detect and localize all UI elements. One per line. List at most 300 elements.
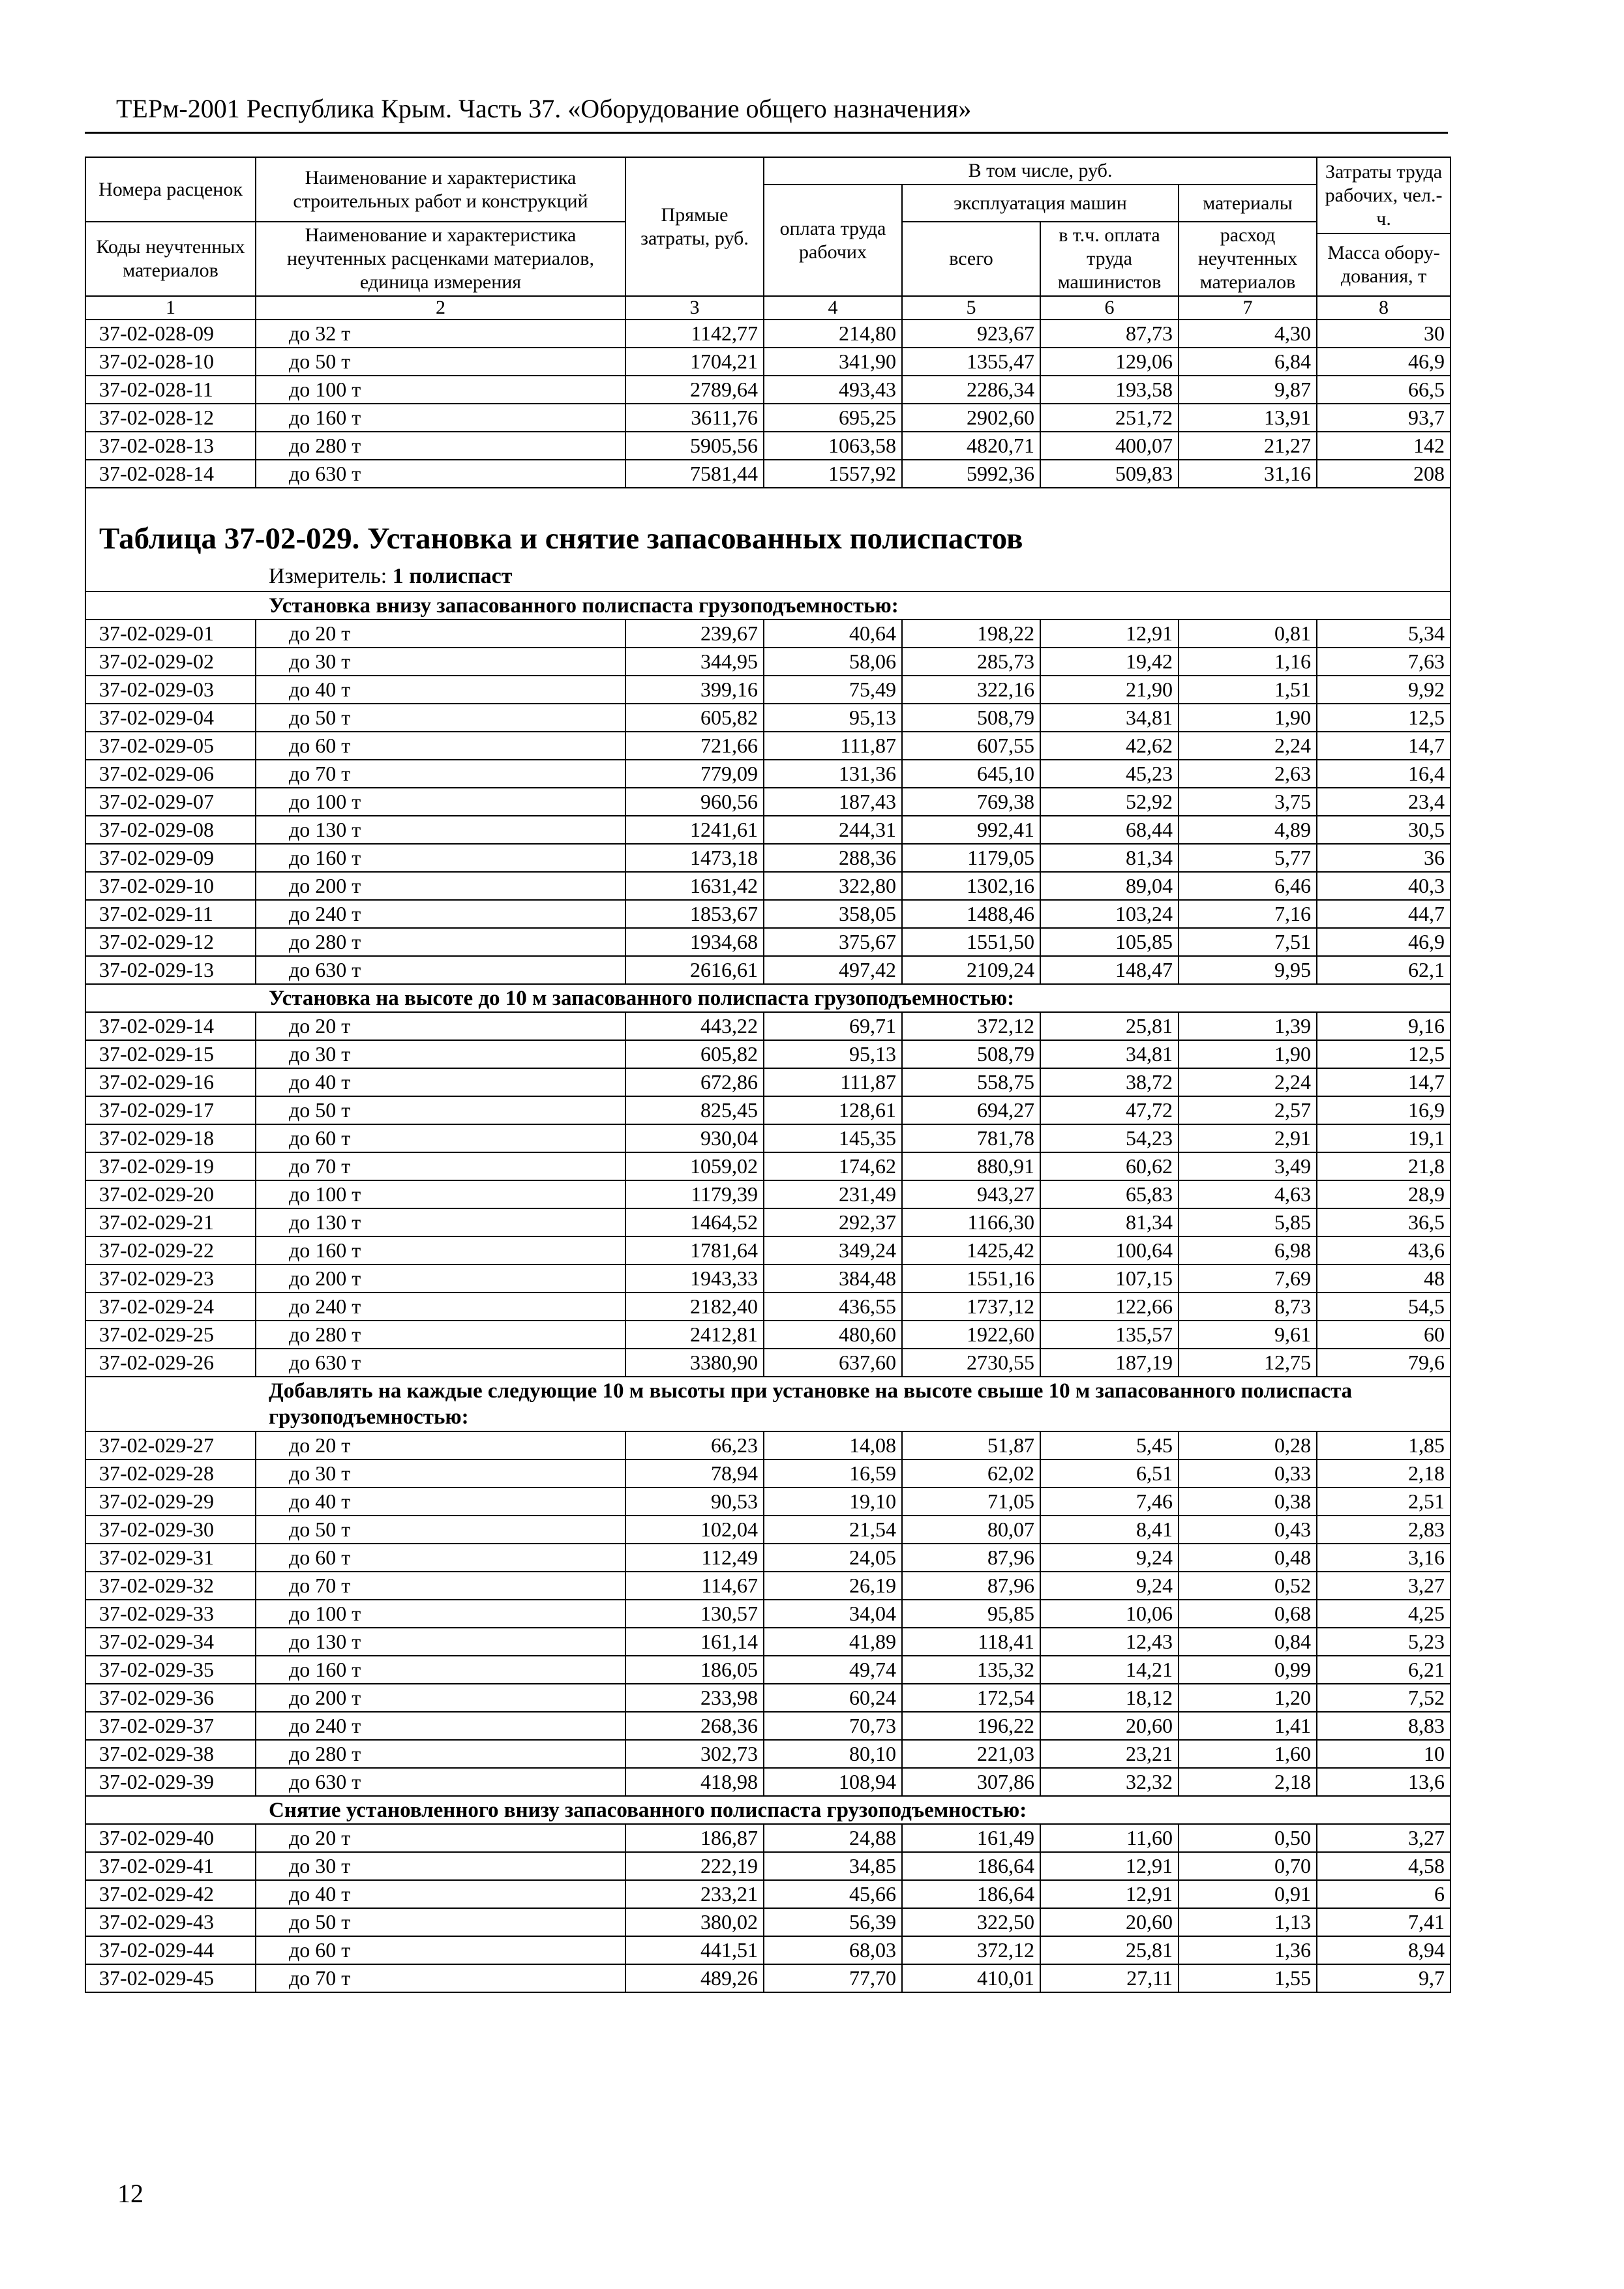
value-cell: 288,36 (764, 844, 902, 872)
table-row (85, 1040, 1451, 1068)
value-cell: 111,87 (764, 1068, 902, 1096)
value-cell: 128,61 (764, 1096, 902, 1124)
value-cell: 135,57 (1040, 1321, 1179, 1349)
value-cell: 3,27 (1317, 1572, 1451, 1600)
value-cell: 6,21 (1317, 1656, 1451, 1684)
value-cell: 0,48 (1179, 1544, 1317, 1572)
rate-name-cell: до 30 т (256, 1459, 625, 1488)
value-cell: 558,75 (902, 1068, 1040, 1096)
value-cell: 9,92 (1317, 676, 1451, 704)
rate-code-cell: 37-02-029-12 (85, 928, 256, 956)
rate-name-cell: до 60 т (256, 1544, 625, 1572)
value-cell: 605,82 (625, 704, 764, 732)
rate-name-cell: до 100 т (256, 376, 625, 404)
value-cell: 2,24 (1179, 732, 1317, 760)
value-cell: 174,62 (764, 1152, 902, 1180)
value-cell: 7,41 (1317, 1908, 1451, 1936)
value-cell: 695,25 (764, 404, 902, 432)
value-cell: 322,16 (902, 676, 1040, 704)
value-cell: 3,49 (1179, 1152, 1317, 1180)
rate-code-cell: 37-02-028-13 (85, 432, 256, 460)
table-row (85, 432, 1451, 460)
value-cell: 214,80 (764, 320, 902, 348)
value-cell: 24,88 (764, 1824, 902, 1852)
value-cell: 11,60 (1040, 1824, 1179, 1852)
table-row (85, 348, 1451, 376)
rate-name-cell: до 240 т (256, 1293, 625, 1321)
value-cell: 44,7 (1317, 900, 1451, 928)
value-cell: 400,07 (1040, 432, 1179, 460)
meter-row (85, 562, 1451, 591)
value-cell: 268,36 (625, 1712, 764, 1740)
value-cell: 25,81 (1040, 1936, 1179, 1964)
table-row (85, 1068, 1451, 1096)
spacer-cell (85, 488, 1451, 515)
value-cell: 0,52 (1179, 1572, 1317, 1600)
rate-code-cell: 37-02-029-11 (85, 900, 256, 928)
value-cell: 443,22 (625, 1012, 764, 1040)
value-cell: 14,7 (1317, 1068, 1451, 1096)
value-cell: 960,56 (625, 788, 764, 816)
rate-name-cell: до 70 т (256, 760, 625, 788)
value-cell: 1302,16 (902, 872, 1040, 900)
table-row (85, 1628, 1451, 1656)
value-cell: 49,74 (764, 1656, 902, 1684)
rate-code-cell: 37-02-029-38 (85, 1740, 256, 1768)
value-cell: 251,72 (1040, 404, 1179, 432)
value-cell: 8,94 (1317, 1936, 1451, 1964)
rate-name-cell: до 280 т (256, 928, 625, 956)
value-cell: 341,90 (764, 348, 902, 376)
value-cell: 880,91 (902, 1152, 1040, 1180)
value-cell: 5,85 (1179, 1208, 1317, 1236)
value-cell: 131,36 (764, 760, 902, 788)
value-cell: 5,45 (1040, 1431, 1179, 1459)
value-cell: 198,22 (902, 620, 1040, 648)
value-cell: 9,7 (1317, 1964, 1451, 1992)
value-cell: 302,73 (625, 1740, 764, 1768)
value-cell: 233,21 (625, 1880, 764, 1908)
value-cell: 0,91 (1179, 1880, 1317, 1908)
value-cell: 2,51 (1317, 1488, 1451, 1516)
value-cell: 1473,18 (625, 844, 764, 872)
value-cell: 380,02 (625, 1908, 764, 1936)
value-cell: 721,66 (625, 732, 764, 760)
value-cell: 2412,81 (625, 1321, 764, 1349)
rate-code-cell: 37-02-028-11 (85, 376, 256, 404)
section-header-row (85, 1796, 1451, 1824)
value-cell: 508,79 (902, 704, 1040, 732)
value-cell: 645,10 (902, 760, 1040, 788)
value-cell: 10,06 (1040, 1600, 1179, 1628)
rate-code-cell: 37-02-029-05 (85, 732, 256, 760)
table-title-row (85, 515, 1451, 562)
value-cell: 3,16 (1317, 1544, 1451, 1572)
rate-code-cell: 37-02-029-14 (85, 1012, 256, 1040)
rate-code-cell: 37-02-029-19 (85, 1152, 256, 1180)
value-cell: 930,04 (625, 1124, 764, 1152)
table-title: Таблица 37-02-029. Установка и снятие запасованных полиспастов (85, 515, 1451, 562)
value-cell: 0,81 (1179, 620, 1317, 648)
value-cell: 231,49 (764, 1180, 902, 1208)
value-cell: 5905,56 (625, 432, 764, 460)
rate-code-cell: 37-02-028-12 (85, 404, 256, 432)
rate-code-cell: 37-02-029-16 (85, 1068, 256, 1096)
value-cell: 8,73 (1179, 1293, 1317, 1321)
value-cell: 239,67 (625, 620, 764, 648)
value-cell: 145,35 (764, 1124, 902, 1152)
value-cell: 0,43 (1179, 1516, 1317, 1544)
value-cell: 70,73 (764, 1712, 902, 1740)
table-row (85, 816, 1451, 844)
value-cell: 186,64 (902, 1880, 1040, 1908)
value-cell: 114,67 (625, 1572, 764, 1600)
value-cell: 172,54 (902, 1684, 1040, 1712)
rate-name-cell: до 60 т (256, 732, 625, 760)
table-row (85, 1096, 1451, 1124)
value-cell: 19,1 (1317, 1124, 1451, 1152)
table-row (85, 376, 1451, 404)
value-cell: 186,05 (625, 1656, 764, 1684)
value-cell: 46,9 (1317, 928, 1451, 956)
value-cell: 9,61 (1179, 1321, 1317, 1349)
value-cell: 103,24 (1040, 900, 1179, 928)
value-cell: 12,75 (1179, 1349, 1317, 1377)
section-title: Установка внизу запасованного полиспаста грузоподъемностью: (85, 591, 1451, 620)
table-row (85, 1180, 1451, 1208)
rate-name-cell: до 40 т (256, 1880, 625, 1908)
section-title: Снятие установленного внизу запасованного полиспаста грузоподъемностью: (85, 1796, 1451, 1824)
value-cell: 285,73 (902, 648, 1040, 676)
value-cell: 5,23 (1317, 1628, 1451, 1656)
rate-name-cell: до 30 т (256, 1852, 625, 1880)
value-cell: 60,62 (1040, 1152, 1179, 1180)
value-cell: 436,55 (764, 1293, 902, 1321)
rate-code-cell: 37-02-029-07 (85, 788, 256, 816)
value-cell: 1737,12 (902, 1293, 1040, 1321)
rate-name-cell: до 50 т (256, 348, 625, 376)
col-number: 3 (625, 296, 764, 320)
value-cell: 0,28 (1179, 1431, 1317, 1459)
value-cell: 13,6 (1317, 1768, 1451, 1796)
value-cell: 222,19 (625, 1852, 764, 1880)
value-cell: 358,05 (764, 900, 902, 928)
running-header: ТЕРм-2001 Республика Крым. Часть 37. «Оборудование общего назначения» (116, 94, 972, 123)
col-number: 6 (1040, 296, 1179, 320)
value-cell: 322,50 (902, 1908, 1040, 1936)
rate-code-cell: 37-02-029-34 (85, 1628, 256, 1656)
meter-label: Измеритель: (269, 564, 387, 588)
rate-name-cell: до 630 т (256, 956, 625, 984)
rate-name-cell: до 160 т (256, 404, 625, 432)
value-cell: 25,81 (1040, 1012, 1179, 1040)
value-cell: 2,63 (1179, 760, 1317, 788)
value-cell: 4,63 (1179, 1180, 1317, 1208)
value-cell: 1943,33 (625, 1264, 764, 1293)
value-cell: 6,84 (1179, 348, 1317, 376)
rate-name-cell: до 280 т (256, 432, 625, 460)
value-cell: 508,79 (902, 1040, 1040, 1068)
value-cell: 2,18 (1179, 1768, 1317, 1796)
table-row (85, 1964, 1451, 1992)
value-cell: 480,60 (764, 1321, 902, 1349)
rate-code-cell: 37-02-029-31 (85, 1544, 256, 1572)
value-cell: 489,26 (625, 1964, 764, 1992)
value-cell: 1551,16 (902, 1264, 1040, 1293)
value-cell: 41,89 (764, 1628, 902, 1656)
value-cell: 71,05 (902, 1488, 1040, 1516)
table-row (85, 1544, 1451, 1572)
value-cell: 87,96 (902, 1572, 1040, 1600)
value-cell: 1,60 (1179, 1740, 1317, 1768)
value-cell: 1,36 (1179, 1936, 1317, 1964)
value-cell: 2789,64 (625, 376, 764, 404)
value-cell: 2,83 (1317, 1516, 1451, 1544)
value-cell: 2616,61 (625, 956, 764, 984)
value-cell: 2,24 (1179, 1068, 1317, 1096)
value-cell: 372,12 (902, 1012, 1040, 1040)
rate-name-cell: до 240 т (256, 900, 625, 928)
value-cell: 12,5 (1317, 704, 1451, 732)
table-row (85, 404, 1451, 432)
col2-header-bottom: Наименование и характеристика неучтенных расценками материалов, единица измерения (256, 222, 625, 296)
value-cell: 12,91 (1040, 1880, 1179, 1908)
value-cell: 10 (1317, 1740, 1451, 1768)
value-cell: 186,64 (902, 1852, 1040, 1880)
value-cell: 51,87 (902, 1431, 1040, 1459)
value-cell: 4,30 (1179, 320, 1317, 348)
rate-name-cell: до 130 т (256, 1628, 625, 1656)
table-row (85, 956, 1451, 984)
rate-name-cell: до 160 т (256, 1656, 625, 1684)
table-body (85, 157, 1451, 1992)
value-cell: 77,70 (764, 1964, 902, 1992)
value-cell: 43,6 (1317, 1236, 1451, 1264)
value-cell: 1,20 (1179, 1684, 1317, 1712)
value-cell: 9,87 (1179, 376, 1317, 404)
section-header-row (85, 984, 1451, 1012)
rate-code-cell: 37-02-029-26 (85, 1349, 256, 1377)
value-cell: 9,95 (1179, 956, 1317, 984)
rate-name-cell: до 20 т (256, 1431, 625, 1459)
table-row (85, 460, 1451, 488)
col8-header-top: Затраты труда рабочих, чел.-ч. (1317, 157, 1451, 233)
rate-name-cell: до 30 т (256, 648, 625, 676)
value-cell: 23,21 (1040, 1740, 1179, 1768)
rate-name-cell: до 20 т (256, 1824, 625, 1852)
rate-code-cell: 37-02-029-10 (85, 872, 256, 900)
value-cell: 66,23 (625, 1431, 764, 1459)
col5-header: всего (902, 222, 1040, 296)
value-cell: 26,19 (764, 1572, 902, 1600)
value-cell: 0,50 (1179, 1824, 1317, 1852)
value-cell: 130,57 (625, 1600, 764, 1628)
value-cell: 0,33 (1179, 1459, 1317, 1488)
rate-code-cell: 37-02-029-24 (85, 1293, 256, 1321)
rate-code-cell: 37-02-029-33 (85, 1600, 256, 1628)
value-cell: 16,59 (764, 1459, 902, 1488)
rate-name-cell: до 130 т (256, 1208, 625, 1236)
col7-header: расход неучтенных материалов (1179, 222, 1317, 296)
value-cell: 825,45 (625, 1096, 764, 1124)
rate-name-cell: до 50 т (256, 1096, 625, 1124)
value-cell: 40,64 (764, 620, 902, 648)
value-cell: 95,13 (764, 1040, 902, 1068)
value-cell: 781,78 (902, 1124, 1040, 1152)
value-cell: 4,58 (1317, 1852, 1451, 1880)
value-cell: 12,5 (1317, 1040, 1451, 1068)
table-row (85, 1852, 1451, 1880)
rate-code-cell: 37-02-029-44 (85, 1936, 256, 1964)
value-cell: 80,10 (764, 1740, 902, 1768)
value-cell: 493,43 (764, 376, 902, 404)
value-cell: 187,19 (1040, 1349, 1179, 1377)
value-cell: 5,34 (1317, 620, 1451, 648)
value-cell: 66,5 (1317, 376, 1451, 404)
table-spacer (85, 488, 1451, 515)
value-cell: 1179,39 (625, 1180, 764, 1208)
value-cell: 12,91 (1040, 620, 1179, 648)
table-row (85, 872, 1451, 900)
table-row (85, 676, 1451, 704)
rate-code-cell: 37-02-029-13 (85, 956, 256, 984)
rate-name-cell: до 200 т (256, 872, 625, 900)
value-cell: 129,06 (1040, 348, 1179, 376)
table-row (85, 1264, 1451, 1293)
value-cell: 418,98 (625, 1768, 764, 1796)
value-cell: 943,27 (902, 1180, 1040, 1208)
value-cell: 3611,76 (625, 404, 764, 432)
value-cell: 30,5 (1317, 816, 1451, 844)
rate-name-cell: до 280 т (256, 1740, 625, 1768)
value-cell: 1,13 (1179, 1908, 1317, 1936)
header-rule (85, 132, 1448, 134)
col8-header-bottom: Масса обору-дования, т (1317, 233, 1451, 296)
col-number: 1 (85, 296, 256, 320)
value-cell: 4820,71 (902, 432, 1040, 460)
rate-code-cell: 37-02-029-28 (85, 1459, 256, 1488)
value-cell: 6,51 (1040, 1459, 1179, 1488)
value-cell: 112,49 (625, 1544, 764, 1572)
price-table (85, 157, 1451, 1993)
value-cell: 60,24 (764, 1684, 902, 1712)
value-cell: 9,16 (1317, 1012, 1451, 1040)
value-cell: 78,94 (625, 1459, 764, 1488)
rate-code-cell: 37-02-029-29 (85, 1488, 256, 1516)
value-cell: 48 (1317, 1264, 1451, 1293)
value-cell: 1781,64 (625, 1236, 764, 1264)
value-cell: 47,72 (1040, 1096, 1179, 1124)
value-cell: 90,53 (625, 1488, 764, 1516)
value-cell: 4,89 (1179, 816, 1317, 844)
value-cell: 21,8 (1317, 1152, 1451, 1180)
table-row (85, 1936, 1451, 1964)
value-cell: 36,5 (1317, 1208, 1451, 1236)
rate-code-cell: 37-02-029-09 (85, 844, 256, 872)
value-cell: 1704,21 (625, 348, 764, 376)
value-cell: 75,49 (764, 676, 902, 704)
value-cell: 102,04 (625, 1516, 764, 1544)
value-cell: 40,3 (1317, 872, 1451, 900)
rate-name-cell: до 100 т (256, 1600, 625, 1628)
value-cell: 30 (1317, 320, 1451, 348)
table-row (85, 1459, 1451, 1488)
table-row (85, 1293, 1451, 1321)
value-cell: 3380,90 (625, 1349, 764, 1377)
value-cell: 21,27 (1179, 432, 1317, 460)
value-cell: 12,43 (1040, 1628, 1179, 1656)
value-cell: 0,68 (1179, 1600, 1317, 1628)
value-cell: 34,81 (1040, 1040, 1179, 1068)
value-cell: 32,32 (1040, 1768, 1179, 1796)
table-row (85, 320, 1451, 348)
value-cell: 372,12 (902, 1936, 1040, 1964)
value-cell: 384,48 (764, 1264, 902, 1293)
col6-header: в т.ч. оплата труда машинистов (1040, 222, 1179, 296)
value-cell: 0,70 (1179, 1852, 1317, 1880)
value-cell: 322,80 (764, 872, 902, 900)
col2-header-top: Наименование и характеристика строительных работ и конструкций (256, 157, 625, 222)
value-cell: 196,22 (902, 1712, 1040, 1740)
value-cell: 1853,67 (625, 900, 764, 928)
rate-code-cell: 37-02-029-42 (85, 1880, 256, 1908)
value-cell: 20,60 (1040, 1712, 1179, 1740)
value-cell: 118,41 (902, 1628, 1040, 1656)
value-cell: 1,16 (1179, 648, 1317, 676)
value-cell: 45,66 (764, 1880, 902, 1908)
rate-code-cell: 37-02-029-39 (85, 1768, 256, 1796)
rate-code-cell: 37-02-029-03 (85, 676, 256, 704)
value-cell: 1241,61 (625, 816, 764, 844)
value-cell: 161,49 (902, 1824, 1040, 1852)
rate-code-cell: 37-02-029-22 (85, 1236, 256, 1264)
rate-code-cell: 37-02-029-18 (85, 1124, 256, 1152)
value-cell: 52,92 (1040, 788, 1179, 816)
rate-name-cell: до 60 т (256, 1936, 625, 1964)
rate-code-cell: 37-02-029-35 (85, 1656, 256, 1684)
section-title: Добавлять на каждые следующие 10 м высоты при установке на высоте свыше 10 м запасованного полиспаста грузоподъемностью: (85, 1377, 1451, 1431)
value-cell: 344,95 (625, 648, 764, 676)
value-cell: 65,83 (1040, 1180, 1179, 1208)
value-cell: 637,60 (764, 1349, 902, 1377)
table-row (85, 1684, 1451, 1712)
value-cell: 4,25 (1317, 1600, 1451, 1628)
value-cell: 1488,46 (902, 900, 1040, 928)
value-cell: 1063,58 (764, 432, 902, 460)
table-row (85, 732, 1451, 760)
value-cell: 244,31 (764, 816, 902, 844)
value-cell: 69,71 (764, 1012, 902, 1040)
rate-code-cell: 37-02-029-45 (85, 1964, 256, 1992)
rate-name-cell: до 200 т (256, 1684, 625, 1712)
value-cell: 307,86 (902, 1768, 1040, 1796)
rate-name-cell: до 240 т (256, 1712, 625, 1740)
table-row (85, 1124, 1451, 1152)
rate-code-cell: 37-02-029-43 (85, 1908, 256, 1936)
table-row (85, 1656, 1451, 1684)
rate-name-cell: до 100 т (256, 788, 625, 816)
value-cell: 2182,40 (625, 1293, 764, 1321)
value-cell: 0,38 (1179, 1488, 1317, 1516)
table-row (85, 788, 1451, 816)
value-cell: 1142,77 (625, 320, 764, 348)
rate-name-cell: до 70 т (256, 1572, 625, 1600)
value-cell: 5,77 (1179, 844, 1317, 872)
value-cell: 769,38 (902, 788, 1040, 816)
value-cell: 1557,92 (764, 460, 902, 488)
rate-code-cell: 37-02-029-01 (85, 620, 256, 648)
value-cell: 233,98 (625, 1684, 764, 1712)
